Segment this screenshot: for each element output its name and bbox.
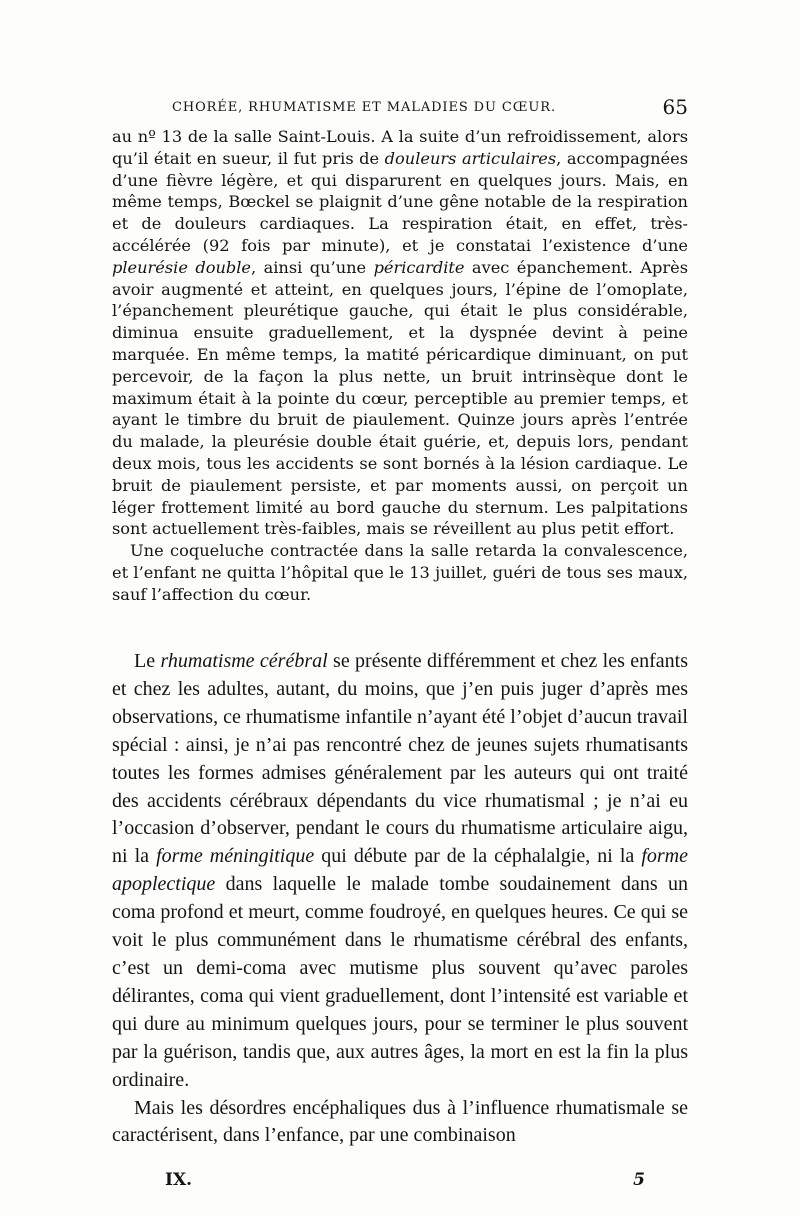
case-report-paragraph: au nº 13 de la salle Saint-Louis. A la suite d’un refroidissement, alors qu’il était en sueur, il fut pris de douleurs articulaires, accompagnées d’une fièvre légère, et qui disparurent en quelques jours. Mais, en même temps, Bœckel se plaignit d’une gêne notable de la respiration et de douleurs cardiaques. La respiration était, en effet, très-accélérée (92 fois par minute), et je constatai l’existence d’une pleurésie double, ainsi qu’une péricardite avec épanchement. Après avoir augmenté et atteint, en quelques jours, l’épine de l’omoplate, l’épanchement pleurétique gauche, qui était le plus considérable, diminua ensuite graduellement, et la dyspnée devint à peine marquée. En même temps, la matité péricardique diminuant, on put percevoir, de la façon la plus nette, un bruit intrinsèque dont le maximum était à la pointe du cœur, perceptible au premier temps, et ayant le timbre du bruit de piaulement. Quinze jours après l’entrée du malade, la pleurésie double était guérie, et, depuis lors, pendant deux mois, tous les accidents se sont bornés à la lésion cardiaque. Le bruit de piaulement persiste, et par moments aussi, on perçoit un léger frottement limité au bord gauche du sternum. Les palpitations sont actuellement très-faibles, mais se réveillent au plus petit effort.	[112, 127, 689, 539]
italic-term: pleurésie double	[112, 257, 252, 277]
italic-term: douleurs articulaires	[384, 148, 557, 168]
running-title: CHORÉE, RHUMATISME ET MALADIES DU CŒUR.	[172, 100, 557, 115]
main-text-block	[112, 648, 688, 1150]
italic-term: péricardite	[373, 257, 465, 277]
sheet-number: 5	[633, 1170, 645, 1190]
case-report-block	[112, 126, 688, 606]
main-paragraph: Le rhumatisme cérébral se présente différemment et chez les enfants et chez les adultes, autant, du moins, que j’en puis juger d’après mes observations, ce rhumatisme infantile n’ayant été l’objet d’aucun travail spécial : ainsi, je n’ai pas rencontré chez de jeunes sujets rhumatisants toutes les formes admises généralement par les auteurs qui ont traité des accidents cérébraux dépendants du vice rhumatismal ; je n’ai eu l’occasion d’observer, pendant le cours du rhumatisme articulaire aigu, ni la forme méningitique qui débute par de la céphalalgie, ni la forme apoplectique dans laquelle le malade tombe soudainement dans un coma profond et meurt, comme foudroyé, en quelques heures. Ce qui se voit le plus communément dans le rhumatisme cérébral des enfants, c’est un demi-coma avec mutisme plus souvent qu’avec paroles délirantes, coma qui vient graduellement, dont l’intensité est variable et qui dure au minimum quelques jours, pour se terminer le plus souvent par la guérison, tandis que, aux autres âges, la mort en est la fin la plus ordinaire.	[112, 650, 689, 1091]
main-paragraph: Mais les désordres encéphaliques dus à l’influence rhumatismale se caractérisent, dans l’enfance, par une combinaison	[112, 1096, 688, 1147]
italic-term: forme méningitique	[156, 845, 315, 868]
page-number: 65	[662, 95, 688, 119]
case-report-paragraph: Une coqueluche contractée dans la salle retarda la convalescence, et l’enfant ne quitta l’hôpital que le 13 juillet, guéri de tous ses maux, sauf l’affection du cœur.	[112, 541, 688, 604]
italic-term: rhumatisme cérébral	[160, 650, 328, 672]
italic-term: forme apoplectique	[112, 845, 688, 896]
volume-signature: IX.	[165, 1170, 193, 1190]
